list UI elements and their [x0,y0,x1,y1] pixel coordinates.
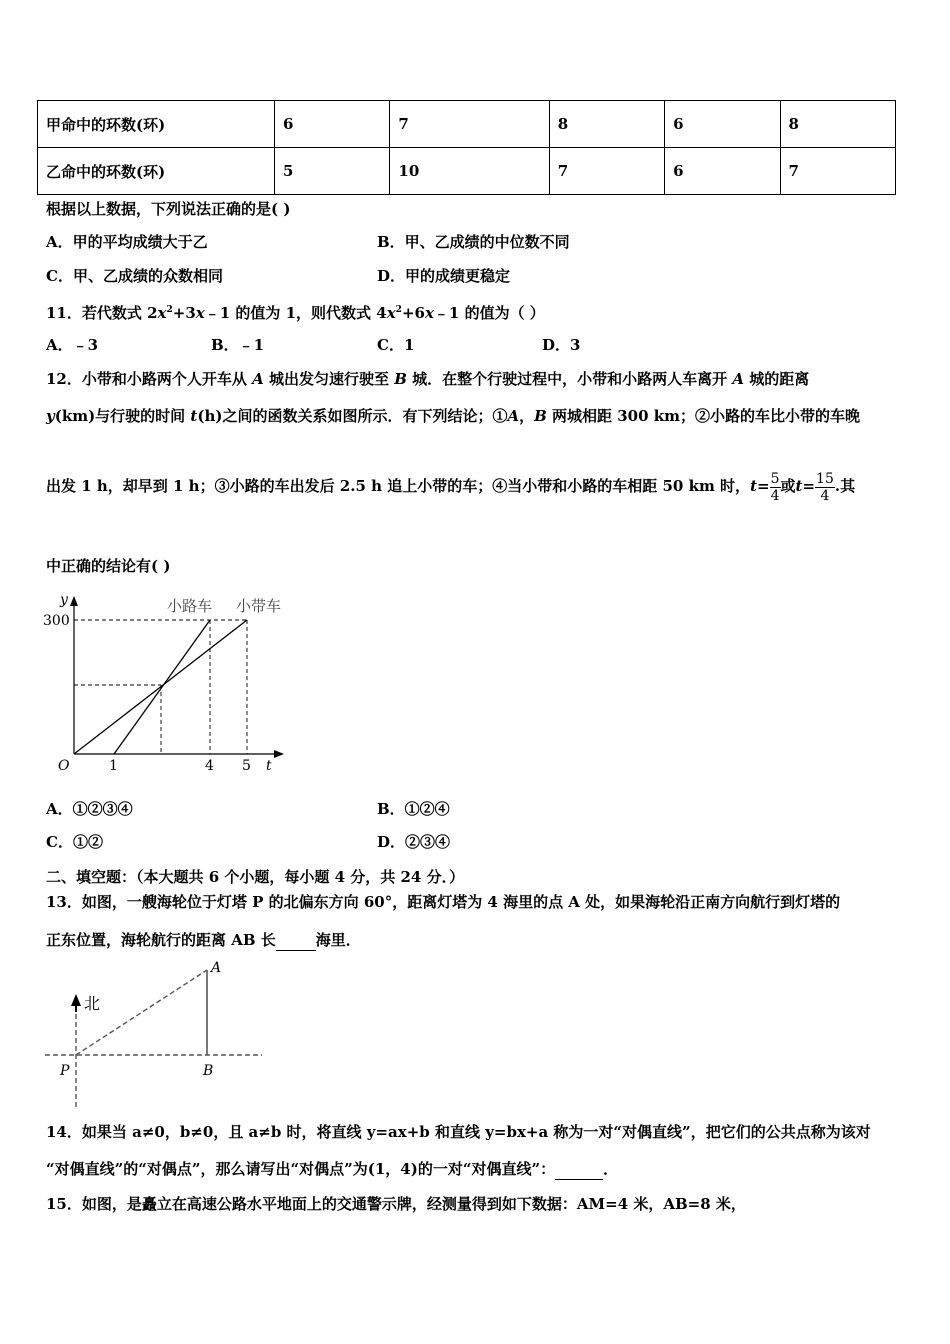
q12-var: t [750,477,757,495]
q12-text: 城．在整个行驶过程中，小带和小路两人车离开 [406,370,733,388]
xiaolu-label: 小路车 [167,597,213,615]
q14-text: “对偶直线”的“对偶点”，那么请写出“对偶点”为(1，4)的一对“对偶直线”： [46,1160,556,1178]
table-row-head: 甲命中的环数(环) [38,101,275,148]
q12-text: 12．小带和小路两个人开车从 [46,370,253,388]
point-P-label: P [60,1063,70,1079]
xiaodai-label: 小带车 [236,597,282,615]
q11-var: x [424,304,434,322]
q12-var: A [732,370,744,388]
q12-var: B [534,407,547,425]
t-axis-label: t [266,758,272,774]
q13-line2 [46,930,361,951]
x-tick-4: 4 [205,758,214,774]
q12-distance-time-graph [40,588,290,778]
table-row [38,148,896,195]
q11-option-d: D．3 [542,336,581,354]
q11-text: +6 [401,304,425,322]
table-cell: 6 [665,101,780,148]
xiaodai-line [74,620,247,754]
q12-text: (h)之间的函数关系如图所示．有下列结论；① [197,407,508,425]
q11-text: +3 [172,304,196,322]
table-row [38,101,896,148]
table-cell: 8 [780,101,895,148]
table-cell: 6 [275,101,390,148]
x-tick-1: 1 [109,758,118,774]
y-tick-300: 300 [43,613,70,629]
point-A-label: A [211,960,222,976]
fraction-numerator: 15 [816,470,834,487]
q12-var: t [795,477,803,495]
fraction-denominator: 4 [820,487,830,504]
q12-line2 [46,406,860,426]
xiaolu-line [114,620,210,754]
answer-blank [276,930,316,951]
q13-line1: 13．如图，一艘海轮位于灯塔 P 的北偏东方向 60°，距离灯塔为 4 海里的点 A 处，如果海轮沿正南方向航行到灯塔的 [46,893,841,911]
north-arrow-icon [71,994,81,1006]
q12-text: 出发 1 h，却早到 1 h；③小路的车出发后 2.5 h 追上小带的车；④当小带和小路的车相距 50 km 时， [46,477,751,495]
q12-fraction-5-4 [770,471,781,504]
table-cell: 5 [275,148,390,195]
x-tick-5: 5 [242,758,251,774]
fraction-denominator: 4 [770,487,780,504]
q12-var: A [507,407,520,425]
q14-line2 [46,1159,618,1180]
q12-text: = [757,477,770,495]
q12-text: .其 [834,477,856,495]
table-row-head: 乙命中的环数(环) [38,148,275,195]
q12-line3 [46,468,855,504]
q12-var: t [190,407,198,425]
q12-var: A [252,370,264,388]
y-axis-arrow-icon [70,596,78,606]
q11-var: x [386,304,396,322]
q12-text: (km)与行驶的时间 [54,407,191,425]
q11-text: 11．若代数式 2 [46,304,158,322]
q11-text: ﹣1 的值为 1，则代数式 4 [204,304,387,322]
q11-exponent: 2 [166,305,173,315]
q11-option-a: A．﹣3 [46,336,99,354]
q10-option-a: A．甲的平均成绩大于乙 [46,233,208,251]
q12-fraction-15-4 [815,471,835,504]
q10-stem: 根据以上数据，下列说法正确的是( ) [46,200,291,218]
table-cell: 7 [390,101,549,148]
q13-text: 海里． [315,931,361,949]
q12-option-a: A．①②③④ [46,800,133,818]
q15-line1: 15．如图，是矗立在高速公路水平地面上的交通警示牌，经测量得到如下数据：AM=4 米，AB=8 米， [46,1195,746,1213]
q11-stem [46,300,545,323]
table-cell: 7 [780,148,895,195]
y-axis-label: y [60,592,68,608]
q12-option-b: B．①②④ [377,800,450,818]
q12-text: = [802,477,816,495]
q12-option-c: C．①② [46,833,103,851]
q11-option-b: B．﹣1 [211,336,265,354]
section-title: 二、填空题：（本大题共 6 个小题，每小题 4 分，共 24 分．） [46,868,465,886]
q13-figure [40,958,270,1113]
q11-option-c: C．1 [377,336,415,354]
table-cell: 7 [549,148,664,195]
answer-blank [555,1159,603,1180]
origin-label: O [58,758,70,774]
q12-line4: 中正确的结论有( ) [46,557,171,575]
q14-text: ． [603,1160,619,1178]
point-B-label: B [203,1063,214,1079]
q11-exponent: 2 [395,305,402,315]
q10-option-c: C．甲、乙成绩的众数相同 [46,267,223,285]
q10-option-d: D．甲的成绩更稳定 [377,267,511,285]
q13-text: 正东位置，海轮航行的距离 AB 长 [46,931,276,949]
q11-var: x [157,304,167,322]
q12-option-d: D．②③④ [377,833,451,851]
table-cell: 8 [549,101,664,148]
q12-text: 城出发匀速行驶至 [263,370,395,388]
q12-var: B [394,370,407,388]
north-label: 北 [84,994,101,1013]
score-table [37,100,896,195]
x-axis-arrow-icon [274,750,284,758]
q14-line1: 14．如果当 a≠0，b≠0，且 a≠b 时，将直线 y=ax+b 和直线 y=bx+a 称为一对“对偶直线”，把它们的公共点称为该对 [46,1123,871,1141]
q11-var: x [195,304,205,322]
table-cell: 10 [390,148,549,195]
fraction-numerator: 5 [770,470,780,487]
q12-text: 城的距离 [743,370,810,388]
q10-option-b: B．甲、乙成绩的中位数不同 [377,233,570,251]
q12-var: y [46,407,55,425]
q11-text: ﹣1 的值为（ ） [433,304,545,322]
table-cell: 6 [665,148,780,195]
q12-text: 两城相距 300 km；②小路的车比小带的车晚 [546,407,861,425]
q12-text: ， [519,407,535,425]
q12-text: 或 [780,477,796,495]
q12-line1 [46,369,809,389]
